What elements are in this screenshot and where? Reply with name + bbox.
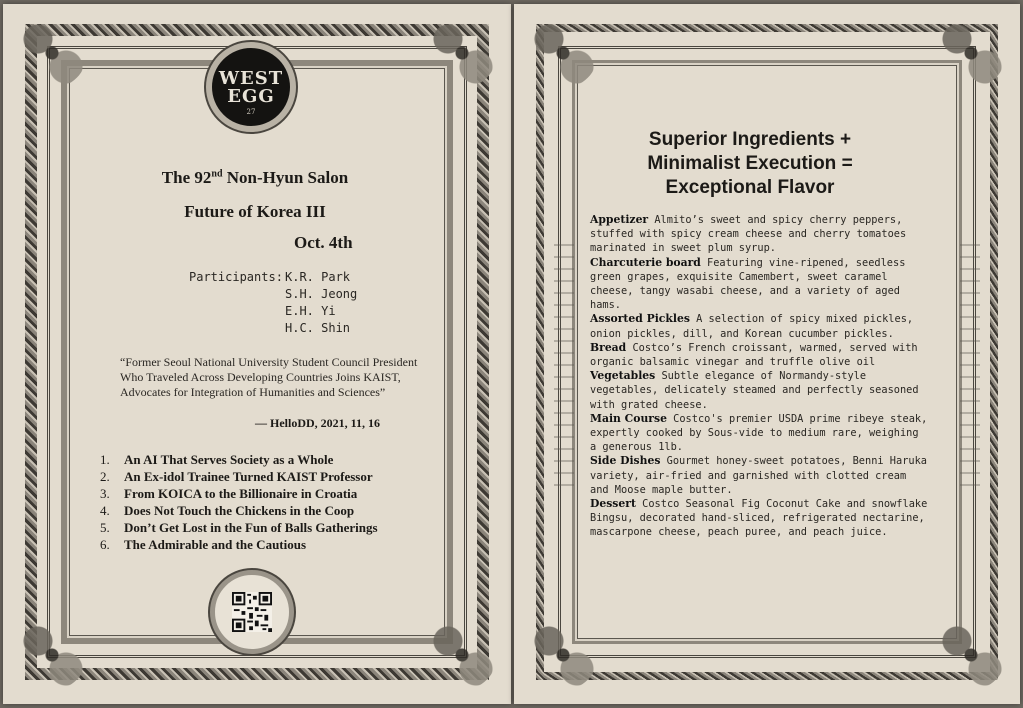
menu-item: Assorted Pickles A selection of spicy mixed pickles, onion pickles, dill, and Korean cucumber pickles. — [590, 312, 914, 340]
salon-subtitle: Future of Korea III — [184, 202, 326, 221]
participant: K.R. Park — [285, 270, 351, 284]
side-ornament-icon — [960, 234, 980, 494]
topic-item: 4. Does Not Touch the Chickens in the Coop — [100, 503, 355, 518]
participants-label: Participants: — [189, 270, 283, 284]
topic-item: 3. From KOICA to the Billionaire in Croatia — [100, 486, 358, 501]
menu-heading-line: Minimalist Execution = — [647, 153, 853, 174]
logo-text-west: WEST — [218, 68, 284, 89]
corner-ornament-icon — [528, 620, 598, 690]
quote-source: — HelloDD, 2021, 11, 16 — [255, 416, 380, 430]
side-ornament-icon — [554, 234, 574, 494]
qr-badge[interactable] — [210, 570, 294, 654]
topic-list — [100, 452, 378, 554]
menu-item: Bread Costco’s French croissant, warmed, served with organic balsamic vinegar and truffle olive oil — [590, 340, 918, 369]
salon-date: Oct. 4th — [294, 233, 353, 252]
corner-ornament-icon — [936, 18, 1006, 88]
topic-item: 6. The Admirable and the Cautious — [100, 537, 307, 552]
west-egg-logo-icon — [206, 42, 296, 132]
menu-item: Vegetables Subtle elegance of Normandy-style vegetables, delicately steamed and perfectly seasoned with grated cheese. — [590, 369, 919, 411]
corner-ornament-icon — [427, 620, 497, 690]
topic-item: 2. An Ex-idol Trainee Turned KAIST Professor — [100, 469, 373, 484]
menu-item: Side Dishes Gourmet honey-sweet potatoes, Benni Haruka variety, air-fried and garnished with clotted cream and Moose maple butter. — [590, 454, 927, 496]
menu-heading-line: Exceptional Flavor — [665, 177, 835, 198]
participant: E.H. Yi — [285, 304, 336, 318]
menu-list — [590, 213, 930, 540]
menu-item: Main Course Costco's premier USDA prime ribeye steak, expertly cooked by Sous-vide to medium rare, weighing a generous 1lb. — [590, 411, 928, 454]
ornate-frame-inner — [61, 60, 453, 644]
menu-item: Dessert Costco Seasonal Fig Coconut Cake and snowflake Bingsu, decorated hand-sliced, refrigerated nectarine, mascarpone cheese, peach puree, and peach juice. — [590, 497, 928, 539]
corner-ornament-icon — [528, 18, 598, 88]
menu-heading-line: Superior Ingredients + — [648, 129, 852, 150]
menu-item: Charcuterie board Featuring vine-ripened, seedless green grapes, exquisite Camembert, sweet caramel cheese, tangy wasabi cheese, and a variety of aged hams. — [590, 255, 906, 312]
participant: H.C. Shin — [285, 321, 351, 335]
menu-heading — [580, 128, 920, 200]
corner-ornament-icon — [17, 620, 87, 690]
topic-item: 1. An AI That Serves Society as a Whole — [100, 452, 334, 467]
corner-ornament-icon — [936, 620, 1006, 690]
participants-list — [285, 270, 357, 338]
qr-code-icon — [232, 592, 272, 632]
menu-item: Appetizer Almito’s sweet and spicy cherry peppers, stuffed with spicy cream cheese and cherry tomatoes marinated in sweet plum syrup. — [590, 213, 907, 255]
salon-title: The 92nd Non-Hyun Salon — [161, 168, 349, 187]
news-quote: “Former Seoul National University Student Council President Who Traveled Across Developing Countries Joins KAIST, Advocates for Integration of Humanities and Sciences” — [120, 355, 418, 399]
logo-text-egg: EGG — [227, 86, 275, 107]
topic-item: 5. Don’t Get Lost in the Fun of Balls Gatherings — [100, 520, 378, 535]
corner-ornament-icon — [17, 18, 87, 88]
logo-number: 27 — [246, 108, 256, 116]
participant: S.H. Jeong — [285, 287, 358, 301]
corner-ornament-icon — [427, 18, 497, 88]
